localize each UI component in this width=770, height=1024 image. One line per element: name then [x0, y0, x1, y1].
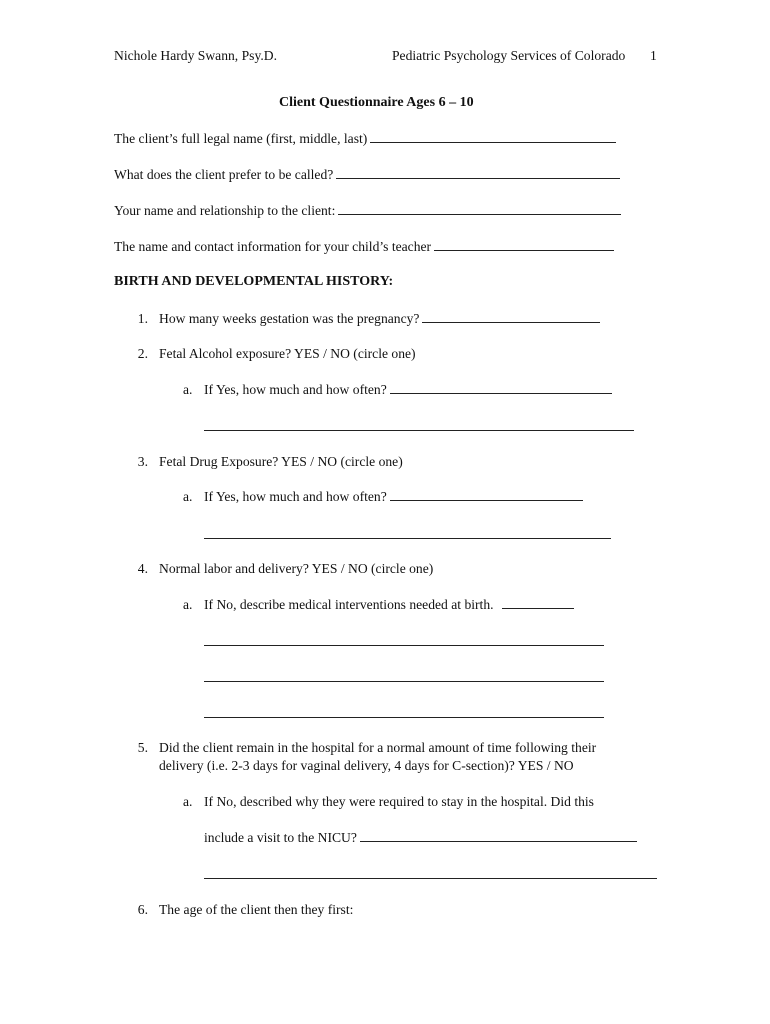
- question-3a: [204, 489, 583, 505]
- question-text: How many weeks gestation was the pregnancy?: [159, 311, 420, 326]
- blank-line[interactable]: [360, 840, 637, 842]
- question-5a-line-2: [204, 830, 637, 846]
- blank-line[interactable]: [390, 499, 583, 501]
- answer-line[interactable]: [204, 430, 634, 431]
- question-6: The age of the client then they first:: [159, 902, 354, 917]
- sub-question-text: include a visit to the NICU?: [204, 830, 357, 845]
- answer-line[interactable]: [204, 645, 604, 646]
- blank-line[interactable]: [434, 249, 614, 251]
- question-number: 5.: [137, 740, 148, 755]
- question-5-line-1: Did the client remain in the hospital for a normal amount of time following their: [159, 740, 597, 755]
- field-respondent-relationship: [114, 203, 621, 219]
- sub-question-text: If No, describe medical interventions needed at birth.: [204, 597, 494, 612]
- sub-letter: a.: [183, 382, 193, 397]
- sub-letter: a.: [183, 597, 193, 612]
- question-4a: [204, 597, 574, 613]
- question-number: 6.: [137, 902, 148, 917]
- blank-line[interactable]: [422, 321, 600, 323]
- field-legal-name: [114, 131, 616, 147]
- field-label: The client’s full legal name (first, middle, last): [114, 131, 368, 146]
- question-5a-line-1: If No, described why they were required to stay in the hospital. Did this: [204, 794, 594, 809]
- question-number: 1.: [137, 311, 148, 326]
- answer-line[interactable]: [204, 878, 657, 879]
- header-practice: Pediatric Psychology Services of Colorado: [392, 48, 626, 63]
- field-label: The name and contact information for your child’s teacher: [114, 239, 432, 254]
- blank-line[interactable]: [338, 213, 621, 215]
- field-label: What does the client prefer to be called?: [114, 167, 334, 182]
- section-heading: BIRTH AND DEVELOPMENTAL HISTORY:: [114, 274, 394, 289]
- page-title: Client Questionnaire Ages 6 – 10: [279, 95, 474, 110]
- question-number: 4.: [137, 561, 148, 576]
- header-page-number: 1: [650, 48, 657, 63]
- blank-line[interactable]: [502, 607, 574, 609]
- answer-line[interactable]: [204, 538, 611, 539]
- blank-line[interactable]: [370, 141, 616, 143]
- answer-line[interactable]: [204, 717, 604, 718]
- header-author: Nichole Hardy Swann, Psy.D.: [114, 48, 277, 63]
- question-number: 2.: [137, 346, 148, 361]
- question-3: Fetal Drug Exposure? YES / NO (circle one): [159, 454, 403, 469]
- question-5-line-2: delivery (i.e. 2-3 days for vaginal delivery, 4 days for C-section)? YES / NO: [159, 758, 574, 773]
- question-4: Normal labor and delivery? YES / NO (circle one): [159, 561, 434, 576]
- blank-line[interactable]: [336, 177, 620, 179]
- question-2a: [204, 382, 612, 398]
- answer-line[interactable]: [204, 681, 604, 682]
- question-number: 3.: [137, 454, 148, 469]
- sub-question-text: If Yes, how much and how often?: [204, 382, 387, 397]
- blank-line[interactable]: [390, 392, 612, 394]
- field-preferred-name: [114, 167, 620, 183]
- sub-letter: a.: [183, 794, 193, 809]
- question-2: Fetal Alcohol exposure? YES / NO (circle one): [159, 346, 416, 361]
- sub-question-text: If Yes, how much and how often?: [204, 489, 387, 504]
- sub-letter: a.: [183, 489, 193, 504]
- question-1: [159, 311, 600, 327]
- field-teacher-contact: [114, 239, 614, 255]
- field-label: Your name and relationship to the client:: [114, 203, 336, 218]
